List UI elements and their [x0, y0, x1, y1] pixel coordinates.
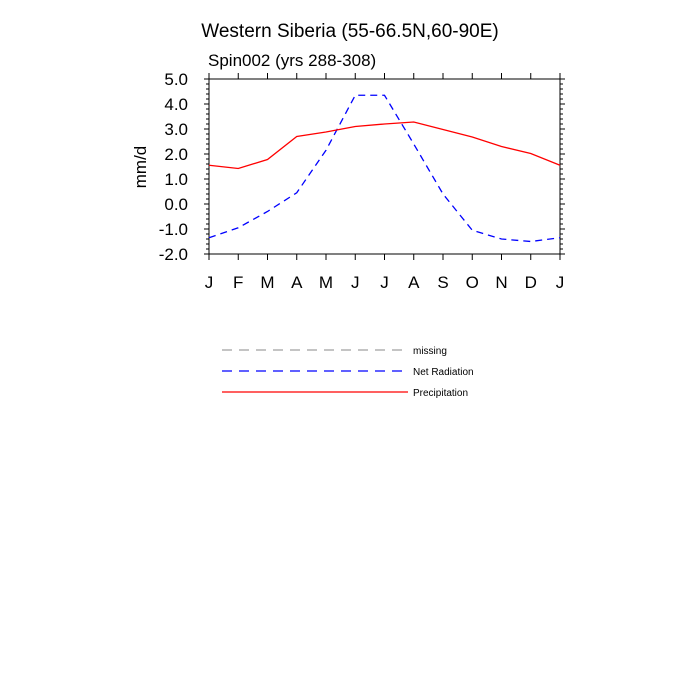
y-tick-label: 3.0 — [164, 120, 188, 139]
x-tick-label: D — [524, 273, 537, 292]
chart-title: Western Siberia (55-66.5N,60-90E) — [201, 21, 499, 42]
series-lines — [209, 95, 560, 241]
x-tick-label: F — [233, 273, 244, 292]
legend-label-missing: missing — [413, 346, 447, 357]
y-tick-labels — [159, 70, 188, 264]
x-tick-label: M — [260, 273, 275, 292]
x-tick-label: N — [495, 273, 508, 292]
x-tick-label: S — [437, 273, 449, 292]
y-axis-label: mm/d — [131, 145, 150, 189]
x-tick-label: A — [291, 273, 303, 292]
y-tick-label: 2.0 — [164, 145, 188, 164]
x-tick-label: O — [465, 273, 479, 292]
x-tick-labels — [205, 273, 565, 292]
x-tick-label: J — [555, 273, 565, 292]
legend — [222, 346, 474, 399]
series-line-precipitation — [209, 122, 560, 169]
legend-label-net-radiation: Net Radiation — [413, 367, 474, 378]
plot-frame — [209, 79, 560, 254]
x-tick-label: J — [351, 273, 360, 292]
x-tick-label: J — [380, 273, 389, 292]
y-tick-label: 0.0 — [164, 195, 188, 214]
axis-ticks — [204, 73, 565, 260]
y-tick-label: 4.0 — [164, 95, 188, 114]
series-line-net-radiation — [209, 95, 560, 241]
y-tick-label: -1.0 — [158, 220, 188, 239]
chart-subtitle: Spin002 (yrs 288-308) — [208, 51, 377, 70]
x-tick-label: J — [204, 273, 214, 292]
y-tick-label: 5.0 — [164, 70, 188, 89]
y-tick-label: 1.0 — [164, 170, 188, 189]
x-tick-label: M — [318, 273, 334, 292]
y-tick-label: -2.0 — [158, 245, 188, 264]
legend-label-precipitation: Precipitation — [413, 388, 469, 399]
x-tick-label: A — [408, 273, 420, 292]
